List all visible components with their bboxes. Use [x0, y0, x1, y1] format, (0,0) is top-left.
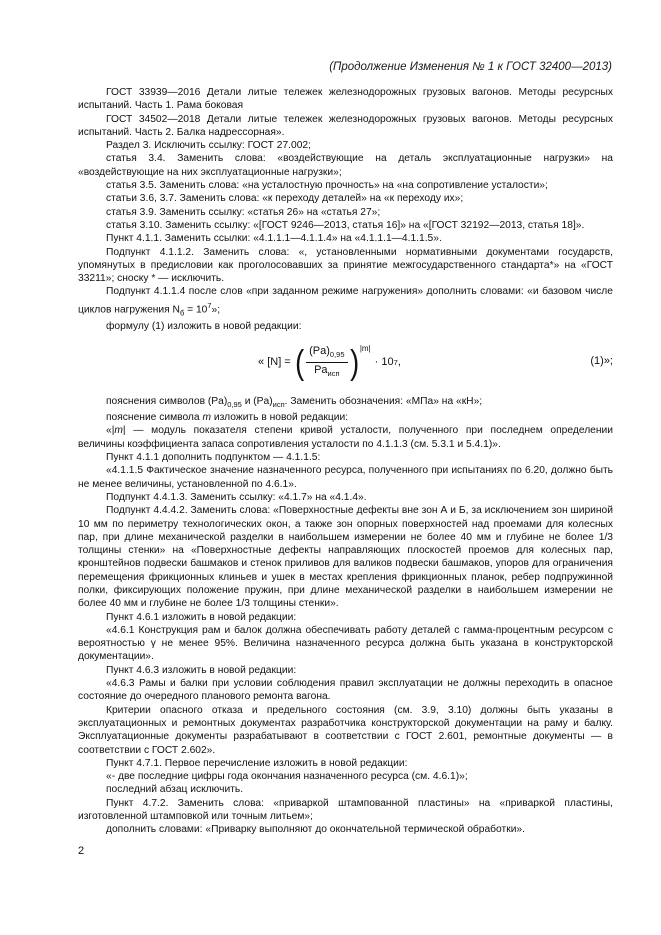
definition-text: «| — [106, 425, 115, 437]
symbols-text: . Заменить обозначения: «МПа» на «кН»; — [284, 395, 483, 407]
symbol-m-line — [78, 411, 613, 424]
paragraph: Критерии опасного отказа и предельного состояния (см. 3.9, 3.10) должны быть указаны в эксплуатационных и ремонтных документах разработчика конструкторской документации на раму и балку. Эксплуатационные документы разрабатывают в соответствии с ГОСТ 2.601, ремонтные документы — в соответствии с ГОСТ 2.602». — [78, 704, 613, 756]
superscript: 7 — [207, 300, 212, 310]
paragraph: Пункт 4.1.1. Заменить ссылки: «4.1.1.1—4.1.1.4» на «4.1.1.1—4.1.1.5». — [106, 233, 442, 245]
paragraph: Пункт 4.7.2. Заменить слова: «приваркой штампованной пластины» на «приваркой пластины, изготовленной штамповкой или точным литьем»; — [78, 797, 613, 823]
paragraph: дополнить словами: «Приварку выполняют до окончательной термической обработки». — [106, 824, 525, 836]
definition-text: | — модуль показателя степени кривой усталости, полученного при последнем определении величины коэффициента запаса сопротивления усталости по 4.1.1.3 (см. 5.3.1 и 5.4.1)». — [78, 425, 613, 450]
denominator-base: Pa — [314, 364, 328, 377]
symbols-text: и (Pa) — [241, 395, 273, 407]
paragraph: ГОСТ 33939—2016 Детали литые тележек железнодорожных грузовых вагонов. Методы ресурсных испытаний. Часть 1. Рама боковая — [78, 87, 613, 112]
paragraph: Пункт 4.6.1 изложить в новой редакции: — [106, 611, 297, 623]
paragraph: Пункт 4.6.3 изложить в новой редакции: — [106, 664, 297, 676]
paragraph: Раздел 3. Исключить ссылку: ГОСТ 27.002; — [106, 140, 311, 152]
paragraph: статьи 3.6, 3.7. Заменить слова: «к переходу деталей» на «к переходу их»; — [106, 193, 464, 205]
paragraph: «4.6.1 Конструкция рам и балок должна обеспечивать работу деталей с гамма-процентным ресурсом с вероятностью γ не менее 95%. Величина назначенного ресурса должна быть указана в конструкторской документации». — [78, 624, 613, 663]
right-paren-icon: ) — [349, 343, 359, 382]
formula-exponent: |m| — [359, 344, 371, 354]
paragraph: «4.1.1.5 Фактическое значение назначенного ресурса, полученного при испытаниях по 6.20, должно быть не менее величины, установленной по 4.6.1». — [78, 465, 613, 490]
equation-number: (1)»; — [590, 354, 613, 367]
symbols-line — [78, 395, 613, 411]
m-definition — [78, 424, 613, 451]
formula-multiplier: · 10 — [374, 356, 394, 369]
document-body — [78, 86, 613, 837]
left-paren-icon: ( — [294, 343, 304, 382]
formula-lhs: [N] = — [267, 356, 291, 369]
paragraph: Подпункт 4.1.1.2. Заменить слова: «, установленными нормативными документами государств, упомянутых в предисловии как проголосовавших за принятие межгосударственного стандарта*» на «ГОСТ 33211»; сноску * — исключить. — [78, 246, 613, 285]
paragraph: «4.6.3 Рамы и балки при условии соблюдения правил эксплуатации не должны переходить в опасное состояние до очередного планового ремонта вагона. — [78, 678, 613, 703]
paragraph-cycles — [78, 285, 613, 319]
paragraph: статья 3.9. Заменить ссылку: «статья 26» на «статья 27»; — [106, 206, 381, 218]
symbols-sub: исп — [272, 399, 285, 409]
paragraph: последний абзац исключить. — [106, 784, 244, 796]
paragraph: Подпункт 4.4.1.3. Заменить ссылку: «4.1.7» на «4.1.4». — [106, 491, 367, 503]
denominator-sub: исп — [327, 369, 340, 379]
formula-block — [78, 339, 613, 387]
fraction-denominator — [314, 363, 339, 380]
symbols-text: пояснения символов (Pa) — [106, 395, 228, 407]
formula-fraction — [306, 345, 347, 381]
equals-text: = 10 — [184, 304, 208, 316]
paragraph-text: Подпункт 4.1.1.4 после слов «при заданном режиме нагружения» дополнить словами: «и базовом числе циклов нагружения N — [78, 286, 613, 316]
multiplier-sup: 7 — [393, 358, 398, 368]
symbol-m: m — [202, 412, 212, 424]
paragraph: Пункт 4.1.1 дополнить подпунктом — 4.1.1.5: — [106, 452, 321, 464]
page-header: (Продолжение Изменения № 1 к ГОСТ 32400—2013) — [329, 61, 612, 73]
formula-open-quote: « — [258, 356, 265, 369]
paragraph-end: »; — [211, 304, 221, 316]
formula-comma: , — [397, 356, 401, 369]
numerator-base: (Pa) — [309, 344, 330, 357]
fraction-numerator — [306, 345, 347, 363]
paragraph: «- две последние цифры года окончания назначенного ресурса (см. 4.6.1)»; — [106, 771, 468, 783]
paragraph: статья 3.5. Заменить слова: «на усталостную прочность» на «на сопротивление усталости»; — [106, 180, 548, 192]
symbol-text: пояснение символа — [106, 412, 203, 424]
paragraph: ГОСТ 34502—2018 Детали литые тележек железнодорожных грузовых вагонов. Методы ресурсных испытаний. Часть 2. Балка надрессорная». — [78, 113, 613, 138]
numerator-sub: 0,95 — [329, 349, 345, 359]
formula — [258, 345, 401, 381]
symbols-sub: 0,95 — [227, 399, 242, 409]
paragraph: статья 3.4. Заменить слова: «воздействующие на деталь эксплуатационные нагрузки» на «воздействующие на них эксплуатационные нагрузки»; — [78, 153, 613, 178]
paragraph: Подпункт 4.4.4.2. Заменить слова: «Поверхностные дефекты вне зон А и Б, за исключением зон шириной 10 мм по периметру технологических окон, а также зон опорных поверхностей над проемами для колесных пар, при длине механической разделки в наибольшем измерении не более 40 мм и глубине не более 1/3 толщины стенки» на «Поверхностные дефекты направляющих плоскостей проемов для колесных пар, кронштейнов подвески башмаков и стенок приливов для валиков подвески башмаков, упоров для ограничения перемещения фрикционных клиньев и ушек в местах крепления фрикционных планок, ребер подпружинной полки, фиксирующих положение пружин, при длине механической разделки в наибольшем измерении не более 40 мм и глубине не более 1/3 толщины стенки». — [78, 505, 613, 610]
formula-intro: формулу (1) изложить в новой редакции: — [106, 320, 302, 332]
paragraph: статья 3.10. Заменить ссылку: «[ГОСТ 9246—2013, статья 16]» на «[ГОСТ 32192—2013, статья 18]». — [106, 219, 585, 231]
subscript: б — [179, 308, 185, 318]
paragraph: Пункт 4.7.1. Первое перечисление изложить в новой редакции: — [106, 757, 408, 769]
symbol-text: изложить в новой редакции: — [211, 412, 349, 424]
page-number: 2 — [78, 845, 85, 857]
symbol-m: m — [114, 425, 123, 437]
